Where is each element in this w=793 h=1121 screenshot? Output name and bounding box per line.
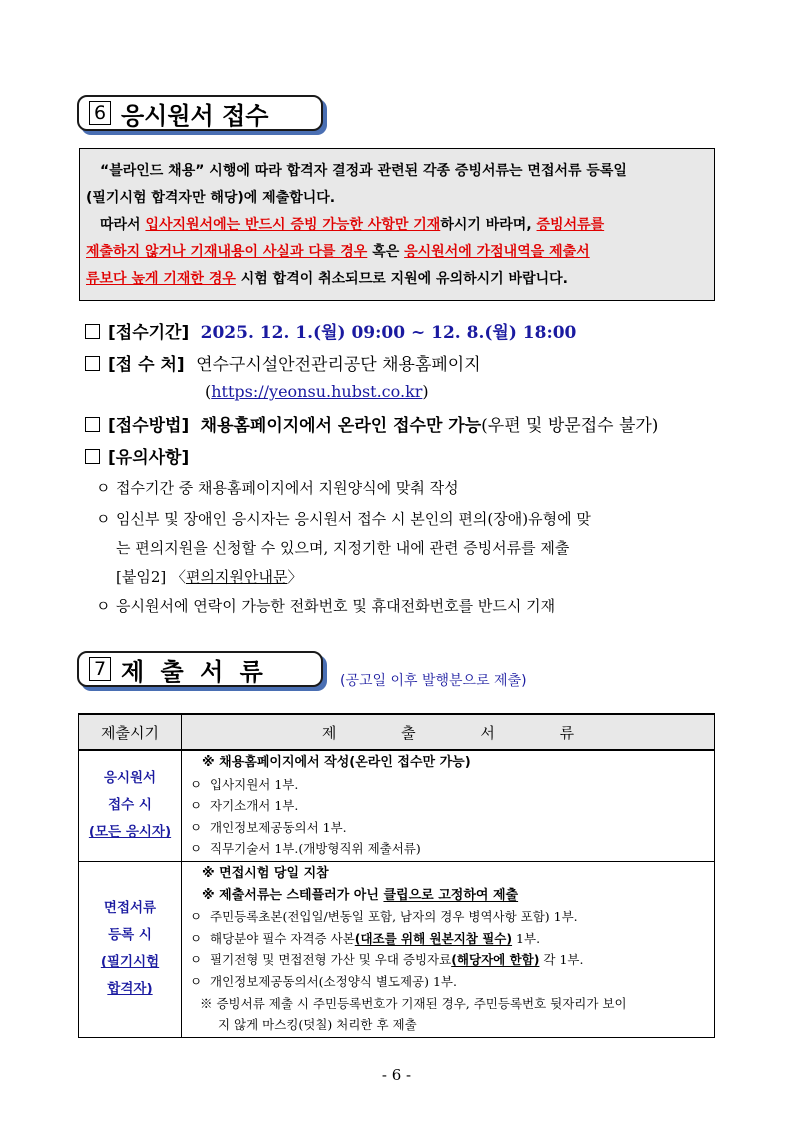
- notice-line-3: 따라서 입사지원서에는 반드시 증빙 가능한 사항만 기재하시기 바라며, 증빙서류를: [100, 217, 605, 233]
- list-item: ㅇ 필기전형 및 면접전형 가산 및 우대 증빙자료(해당자에 한함) 각 1부.: [190, 952, 584, 968]
- method-label: [접수방법]: [108, 416, 190, 436]
- notice-line-2: (필기시험 합격자만 해당)에 제출합니다.: [86, 190, 336, 206]
- list-item: ㅇ 입사지원서 1부.: [190, 776, 299, 792]
- place-row: [85, 350, 481, 375]
- caution-item-2-cont: 는 편의지원을 신청할 수 있으며, 지정기한 내에 관련 증빙서류를 제출: [116, 539, 570, 557]
- header-submit-time: 제출시기: [79, 714, 182, 750]
- row2-docs: [182, 861, 715, 1037]
- row2-head-1: ※ 면접시험 당일 지참: [202, 865, 329, 881]
- row1-head: ※ 채용홈페이지에서 작성(온라인 접수만 가능): [202, 755, 471, 770]
- period-value: 2025. 12. 1.(월) 09:00 ~ 12. 8.(월) 18:00: [200, 323, 577, 343]
- method-row: [85, 411, 658, 436]
- section-7-subtitle: (공고일 이후 발행분으로 제출): [340, 673, 527, 689]
- notice-box: [79, 148, 715, 301]
- notice-line-4: 제출하지 않거나 기재내용이 사실과 다를 경우 혹은 응시원서에 가점내역을 제출서: [86, 244, 590, 260]
- list-item: ㅇ 직무기술서 1부.(개방형직위 제출서류): [190, 841, 421, 857]
- section-6-title: 응시원서 접수: [121, 101, 269, 130]
- row2-note-2: 지 않게 마스킹(덧칠) 처리한 후 제출: [218, 1017, 417, 1033]
- table-row: [79, 750, 715, 861]
- section-7-title: 제 출 서 류: [121, 657, 267, 686]
- row1-time: 응시원서 접수 시 (모든 응시자): [79, 750, 182, 861]
- documents-table: [78, 713, 715, 1038]
- checkbox-icon: [85, 356, 100, 371]
- row2-head-2: ※ 제출서류는 스테플러가 아닌 클립으로 고정하여 제출: [202, 887, 519, 903]
- place-label: [접 수 처]: [108, 355, 185, 375]
- section-7-number: 7: [89, 657, 111, 681]
- checkbox-icon: [85, 449, 100, 464]
- list-item: ㅇ 개인정보제공동의서(소정양식 별도제공) 1부.: [190, 973, 457, 989]
- list-item: ㅇ 주민등록초본(전입일/변동일 포함, 남자의 경우 병역사항 포함) 1부.: [190, 909, 578, 925]
- row2-time: 면접서류 등록 시 (필기시험 합격자): [79, 861, 182, 1037]
- list-item: ㅇ 개인정보제공동의서 1부.: [190, 819, 347, 835]
- header-documents: 제 출 서 류: [182, 714, 715, 750]
- caution-item-2-ref: [붙임2] 〈편의지원안내문〉: [116, 568, 303, 586]
- row2-note-1: ※ 증빙서류 제출 시 주민등록번호가 기재된 경우, 주민등록번호 뒷자리가 보이: [200, 995, 627, 1011]
- checkbox-icon: [85, 324, 100, 339]
- section-7-header: [77, 651, 323, 687]
- caution-item-1: ㅇ 접수기간 중 채용홈페이지에서 지원양식에 맞춰 작성: [96, 479, 459, 497]
- notice-line-1: “블라인드 채용” 시행에 따라 합격자 결정과 관련된 각종 증빙서류는 면접서류 등록일: [100, 163, 627, 179]
- caution-row: [85, 443, 189, 468]
- list-item: ㅇ 자기소개서 1부.: [190, 798, 299, 814]
- page-number: - 6 -: [381, 1066, 412, 1084]
- caution-label: [유의사항]: [108, 448, 190, 468]
- convenience-guide-link[interactable]: 편의지원안내문: [186, 568, 288, 586]
- place-url-row: (https://yeonsu.hubst.co.kr): [205, 382, 429, 401]
- method-rest: (우편 및 방문접수 불가): [481, 416, 659, 436]
- notice-line-5: 류보다 높게 기재한 경우 시험 합격이 취소되므로 지원에 유의하시기 바랍니다.: [86, 271, 568, 287]
- caution-item-3: ㅇ 응시원서에 연락이 가능한 전화번호 및 휴대전화번호를 반드시 기재: [96, 597, 556, 615]
- caution-item-2: ㅇ 임신부 및 장애인 응시자는 응시원서 접수 시 본인의 편의(장애)유형에 맞: [96, 510, 591, 528]
- section-6-number: 6: [89, 101, 111, 125]
- method-bold: 채용홈페이지에서 온라인 접수만 가능: [200, 416, 482, 436]
- table-header-row: [79, 714, 715, 750]
- table-row: [79, 861, 715, 1037]
- list-item: ㅇ 해당분야 필수 자격증 사본(대조를 위해 원본지참 필수) 1부.: [190, 930, 541, 946]
- place-value: 연수구시설안전관리공단 채용홈페이지: [196, 355, 481, 375]
- period-row: [85, 318, 576, 343]
- period-label: [접수기간]: [108, 323, 190, 343]
- row1-docs: [182, 750, 715, 861]
- section-6-header: [77, 95, 323, 131]
- checkbox-icon: [85, 417, 100, 432]
- place-url-link[interactable]: https://yeonsu.hubst.co.kr: [211, 382, 423, 401]
